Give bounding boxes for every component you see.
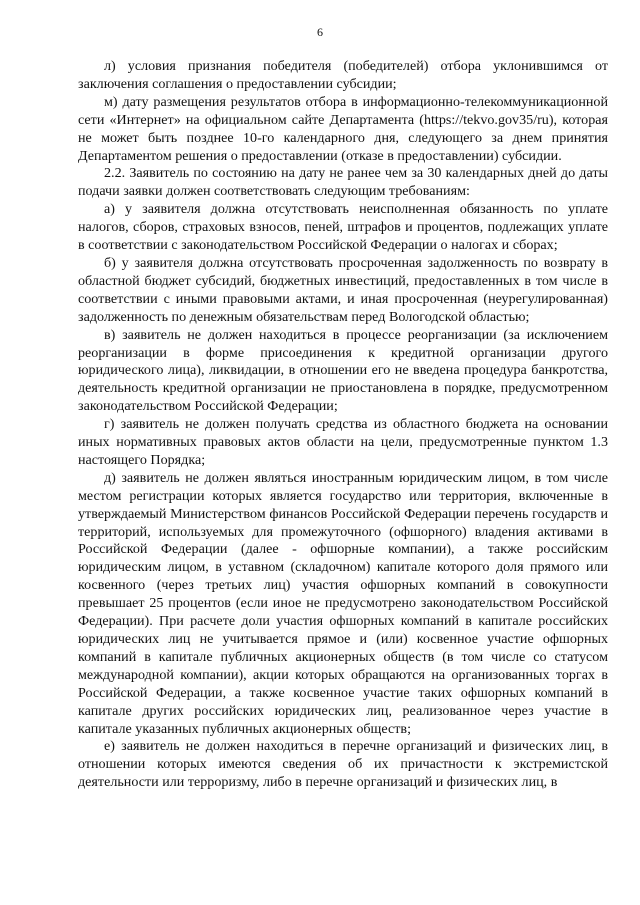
document-body bbox=[78, 58, 608, 792]
paragraph-d: д) заявитель не должен являться иностранным юридическим лицом, в том числе местом регистрации которых является государство или территория, включенные в утверждаемый Министерством финансов Российской Федерации перечень государств и территорий, используемых для промежуточного (офшорного) владения активами в Российской Федерации (далее - офшорные компании), а также российским юридическим лицом, в уставном (складочном) капитале которого доля прямого или косвенного (через третьих лиц) участия офшорных компаний в совокупности превышает 25 процентов (если иное не предусмотрено законодательством Российской Федерации). При расчете доли участия офшорных компаний в капитале российских юридических лиц не учитывается прямое и (или) косвенное участие офшорных компаний в капитале публичных акционерных обществ (в том числе со статусом международной компании), акции которых обращаются на организованных торгах в Российской Федерации, а также косвенное участие таких офшорных компаний в капитале других российских юридических лиц, реализованное через участие в капитале указанных публичных акционерных обществ; bbox=[78, 469, 608, 737]
paragraph-g: г) заявитель не должен получать средства из областного бюджета на основании иных нормативных правовых актов области на цели, предусмотренные пунктом 1.3 настоящего Порядка; bbox=[78, 416, 608, 468]
page-number: 6 bbox=[317, 25, 323, 39]
paragraph-a: а) у заявителя должна отсутствовать неисполненная обязанность по уплате налогов, сборов, страховых взносов, пеней, штрафов и процентов, подлежащих уплате в соответствии с законодательством Российской Федерации о налогах и сборах; bbox=[78, 201, 608, 254]
paragraph-m: м) дату размещения результатов отбора в информационно-телекоммуникационной сети «Интернет» на официальном сайте Департамента (https://tekvo.gov35/ru), которая не может быть позднее 10-го календарного дня, следующего за днем принятия Департаментом решения о предоставлении (отказе в предоставлении) субсидии. bbox=[78, 93, 608, 164]
paragraph-v: в) заявитель не должен находиться в процессе реорганизации (за исключением реорганизации в форме присоединения к кредитной организации другого юридического лица), ликвидации, в отношении его не введена процедура банкротства, деятельность кредитной организации не приостановлена в порядке, предусмотренном законодательством Российской Федерации; bbox=[78, 326, 608, 415]
paragraph-2-2: 2.2. Заявитель по состоянию на дату не ранее чем за 30 календарных дней до даты подачи заявки должен соответствовать следующим требованиям: bbox=[78, 165, 608, 200]
paragraph-b: б) у заявителя должна отсутствовать просроченная задолженность по возврату в областной бюджет субсидий, бюджетных инвестиций, предоставленных в том числе в соответствии с иными правовыми актами, и иная просроченная (неурегулированная) задолженность по денежным обязательствам перед Вологодской областью; bbox=[78, 254, 608, 325]
paragraph-l: л) условия признания победителя (победителей) отбора уклонившимся от заключения соглашения о предоставлении субсидии; bbox=[78, 58, 608, 92]
paragraph-e: е) заявитель не должен находиться в перечне организаций и физических лиц, в отношении которых имеются сведения об их причастности к экстремистской деятельности или терроризму, либо в перечне организаций и физических лиц, в bbox=[78, 738, 608, 791]
